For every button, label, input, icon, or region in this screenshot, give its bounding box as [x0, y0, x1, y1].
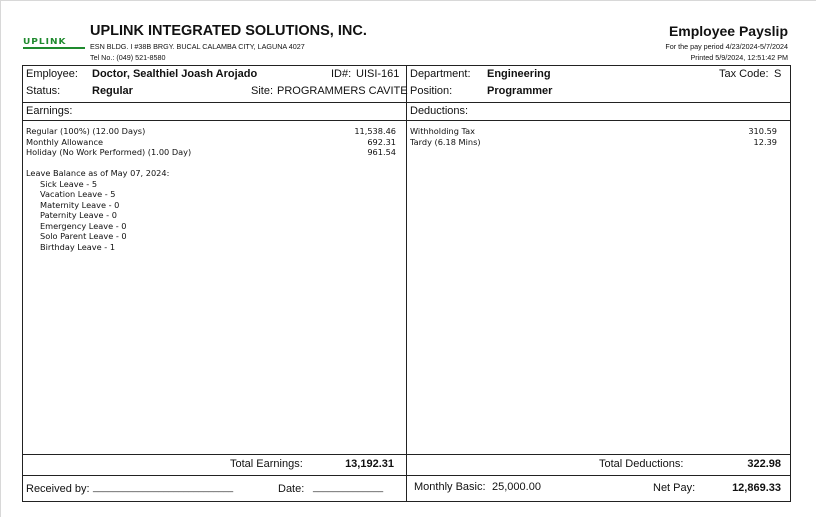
total-earnings-value: 13,192.31	[345, 458, 394, 470]
document-title: Employee Payslip	[668, 23, 788, 39]
deductions-list	[410, 126, 777, 147]
company-logo	[23, 38, 85, 50]
net-pay-value: 12,869.33	[732, 482, 781, 494]
total-deductions-value: 322.98	[747, 458, 781, 470]
monthly-basic-value: 25,000.00	[492, 481, 541, 493]
employee-label: Employee:	[26, 68, 78, 80]
earnings-list	[26, 126, 396, 158]
employee-name: Doctor, Sealthiel Joash Arojado	[92, 68, 258, 80]
earning-row	[26, 147, 396, 158]
deduction-amount: 310.59	[748, 126, 777, 136]
date-label: Date:	[278, 483, 305, 495]
company-tel: Tel No.: (049) 521-8580	[90, 53, 166, 62]
deduction-amount: 12.39	[753, 136, 777, 147]
position-value: Programmer	[487, 85, 553, 97]
earning-row	[26, 126, 396, 137]
monthly-basic-label: Monthly Basic:	[414, 481, 486, 493]
net-pay-label: Net Pay:	[653, 482, 696, 494]
earning-amount: 961.54	[367, 147, 396, 157]
leave-balance-title: Leave Balance as of May 07, 2024:	[26, 168, 170, 178]
deductions-header: Deductions:	[410, 105, 469, 117]
total-earnings-label: Total Earnings:	[230, 458, 303, 470]
received-by-label: Received by:	[26, 483, 90, 495]
earnings-header: Earnings:	[26, 105, 73, 117]
logo-text: UPLINK	[23, 37, 67, 47]
deduction-label: Tardy (6.18 Mins)	[410, 136, 481, 147]
leave-item-sick: Sick Leave - 5	[40, 178, 98, 189]
earning-amount: 11,538.46	[354, 126, 396, 136]
printed-timestamp: Printed 5/9/2024, 12:51:42 PM	[690, 53, 788, 62]
employee-id: UISI-161	[356, 68, 400, 80]
id-label: ID#:	[331, 68, 352, 80]
leave-item-maternity: Maternity Leave - 0	[40, 199, 120, 210]
tax-code-label: Tax Code:	[719, 68, 769, 80]
position-label: Position:	[410, 85, 453, 97]
total-deductions-label: Total Deductions:	[599, 458, 684, 470]
deduction-label: Withholding Tax	[410, 126, 476, 136]
earning-amount: 692.31	[367, 136, 396, 147]
site-label: Site:	[251, 85, 274, 97]
site-value: PROGRAMMERS CAVITE	[277, 85, 408, 97]
earning-label: Holiday (No Work Performed) (1.00 Day)	[26, 147, 192, 157]
department-value: Engineering	[487, 68, 551, 80]
status-value: Regular	[92, 85, 133, 97]
date-line: ______________	[313, 482, 384, 492]
company-name: UPLINK INTEGRATED SOLUTIONS, INC.	[90, 23, 367, 39]
pay-period: For the pay period 4/23/2024-5/7/2024	[665, 42, 788, 51]
status-label: Status:	[26, 85, 61, 97]
earning-label: Monthly Allowance	[26, 136, 103, 147]
tax-code-value: S	[774, 68, 782, 80]
leave-item-vacation: Vacation Leave - 5	[40, 189, 116, 199]
company-address: ESN BLDG. I #38B BRGY. BUCAL CALAMBA CITY, LAGUNA 4027	[90, 42, 305, 51]
divider-center	[406, 65, 407, 502]
earning-row	[26, 137, 396, 148]
leave-item-birthday: Birthday Leave - 1	[40, 241, 116, 252]
deduction-row	[410, 137, 777, 148]
earning-label: Regular (100%) (12.00 Days)	[26, 126, 146, 136]
leave-balance	[26, 168, 169, 252]
leave-item-solo-parent: Solo Parent Leave - 0	[40, 231, 127, 241]
leave-item-emergency: Emergency Leave - 0	[40, 220, 127, 231]
deduction-row	[410, 126, 777, 137]
leave-item-paternity: Paternity Leave - 0	[40, 210, 117, 220]
received-by-line: ____________________________	[93, 482, 234, 492]
logo-underline	[23, 47, 85, 49]
department-label: Department:	[410, 68, 471, 80]
